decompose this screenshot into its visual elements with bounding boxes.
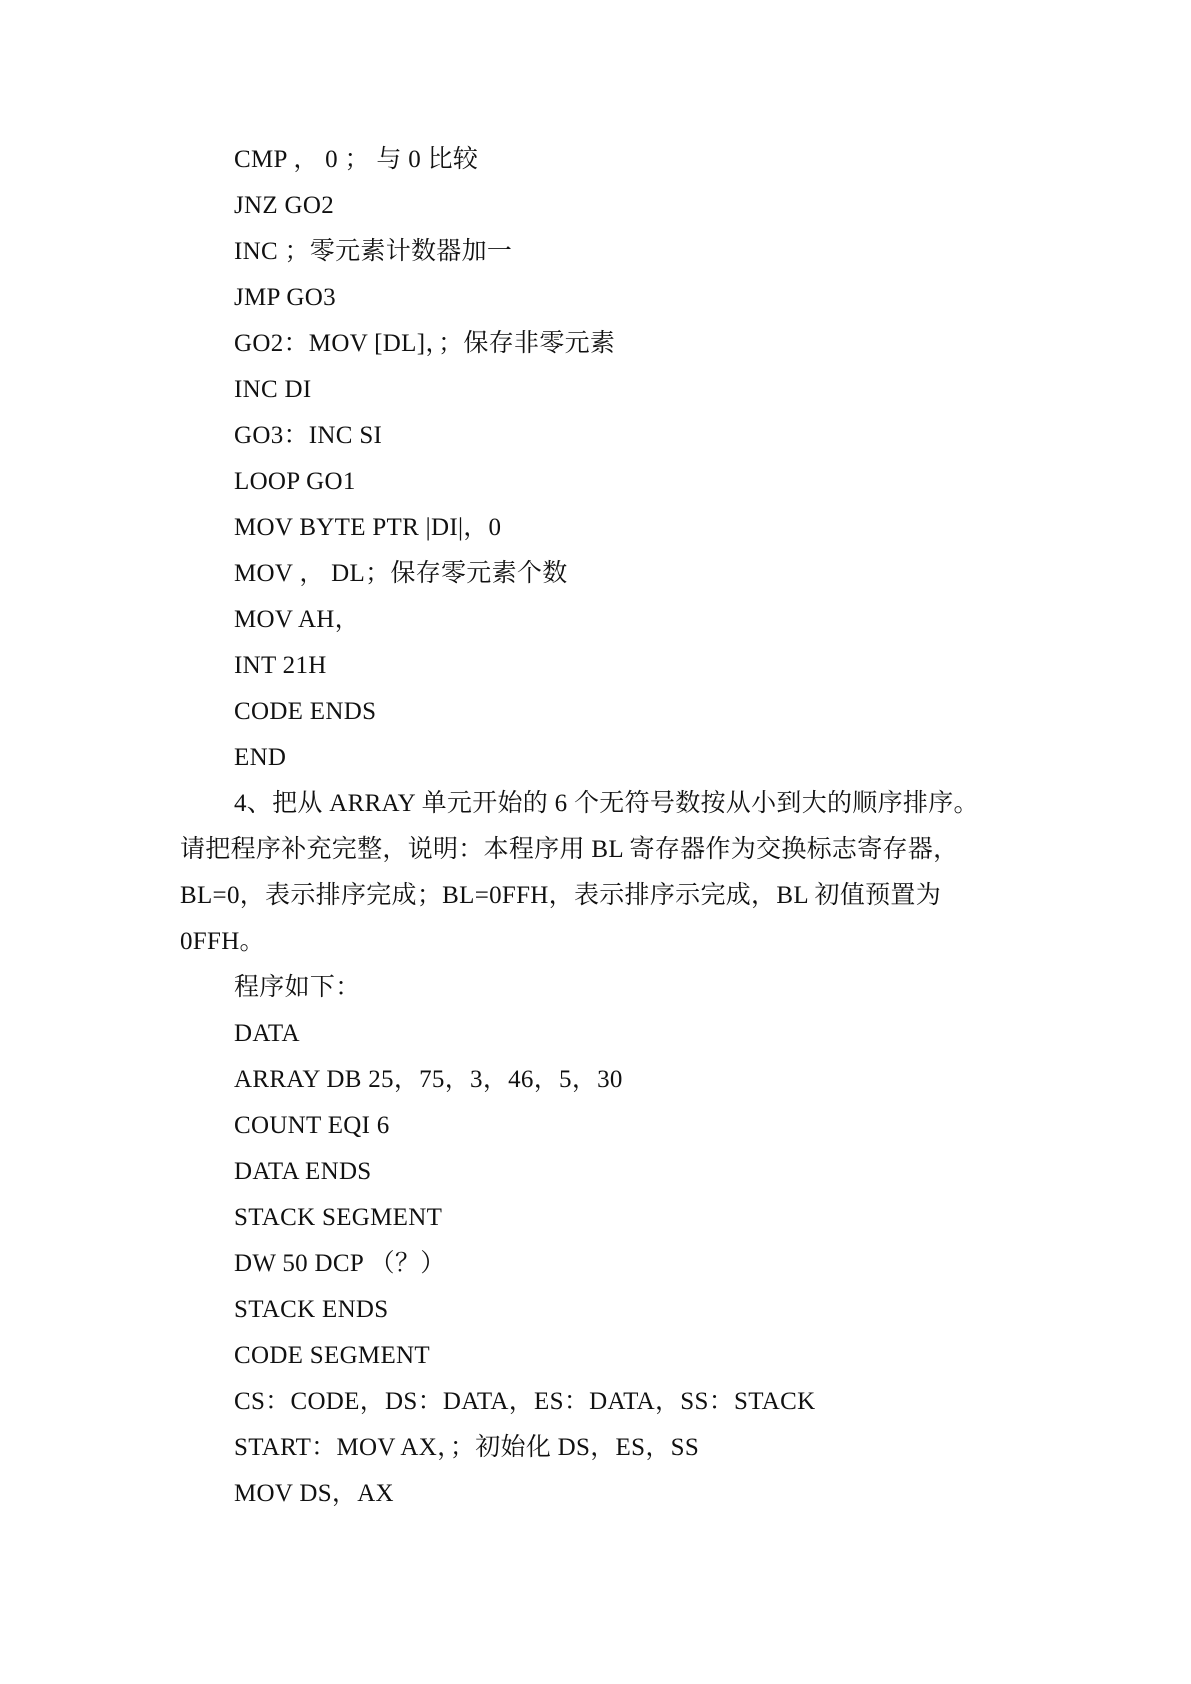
code-line: LOOP GO1: [234, 468, 356, 495]
code-line: INT 21H: [234, 652, 327, 679]
code-line: COUNT EQI 6: [234, 1112, 390, 1139]
question-line: 请把程序补充完整，说明：本程序用 BL 寄存器作为交换标志寄存器，: [180, 836, 959, 863]
code-line: DW 50 DCP （？）: [234, 1250, 446, 1277]
code-line: MOV AH，: [234, 606, 360, 633]
question-line: BL=0，表示排序完成；BL=0FFH，表示排序示完成，BL 初值预置为: [180, 882, 942, 909]
code-line: MOV DS，AX: [234, 1480, 394, 1507]
code-line: MOV ， DL；保存零元素个数: [234, 560, 568, 587]
question-line: 0FFH。: [180, 928, 265, 955]
question-line: 4、把从 ARRAY 单元开始的 6 个无符号数按从小到大的顺序排序。: [234, 790, 979, 817]
code-line: START：MOV AX，；初始化 DS，ES，SS: [234, 1434, 700, 1461]
code-line: END: [234, 744, 287, 771]
code-line: CMP ， 0 ； 与 0 比较: [234, 146, 479, 173]
code-line: CS：CODE，DS：DATA，ES：DATA，SS：STACK: [234, 1388, 816, 1415]
code-line: DATA ENDS: [234, 1158, 372, 1185]
code-line: INC ；零元素计数器加一: [234, 238, 513, 265]
code-line: DATA: [234, 1020, 300, 1047]
code-line: STACK ENDS: [234, 1296, 389, 1323]
code-line: STACK SEGMENT: [234, 1204, 443, 1231]
code-line: JNZ GO2: [234, 192, 335, 219]
code-line: CODE SEGMENT: [234, 1342, 430, 1369]
code-line: MOV BYTE PTR |DI|，0: [234, 514, 502, 541]
code-line: CODE ENDS: [234, 698, 377, 725]
code-line: ARRAY DB 25，75，3，46，5，30: [234, 1066, 623, 1093]
code-line: GO2：MOV [DL]，；保存非零元素: [234, 330, 616, 357]
code-line: GO3：INC SI: [234, 422, 383, 449]
program-intro: 程序如下：: [234, 974, 361, 1001]
code-line: JMP GO3: [234, 284, 336, 311]
code-line: INC DI: [234, 376, 312, 403]
